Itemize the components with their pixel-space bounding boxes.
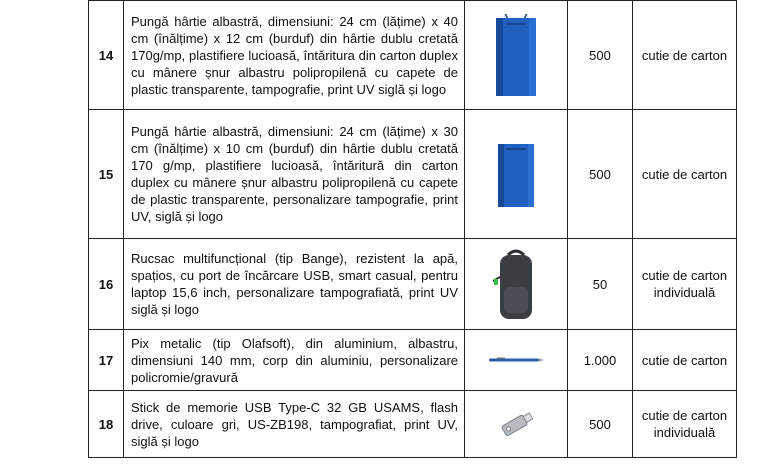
product-description: Pungă hârtie albastră, dimensiuni: 24 cm (lățime) x 30 cm (înălțime) x 10 cm (burduf) din hârtie dublu cretată 170 g/mp, plastifiere lucioasă, întăritură din carton duplex cu mânere șnur albastru polipropilenă cu capete de plastic transparente, personalizare tampografie, print UV, siglă și logo bbox=[124, 110, 465, 239]
row-number: 15 bbox=[89, 110, 124, 239]
product-description: Stick de memorie USB Type-C 32 GB USAMS, flash drive, culoare gri, US-ZB198, tampografiat, print UV, siglă și logo bbox=[124, 391, 465, 458]
table-row bbox=[89, 391, 737, 458]
quantity-cell: 50 bbox=[568, 239, 633, 330]
table-row bbox=[89, 110, 737, 239]
row-number: 18 bbox=[89, 391, 124, 458]
pen-icon bbox=[487, 356, 545, 364]
row-number: 14 bbox=[89, 1, 124, 110]
packaging-cell: cutie de carton individuală bbox=[633, 391, 737, 458]
packaging-cell: cutie de carton bbox=[633, 110, 737, 239]
row-number: 16 bbox=[89, 239, 124, 330]
product-image bbox=[465, 110, 568, 239]
row-number: 17 bbox=[89, 330, 124, 391]
usb-flash-drive-icon bbox=[496, 404, 536, 444]
quantity-cell: 500 bbox=[568, 110, 633, 239]
packaging-cell: cutie de carton bbox=[633, 1, 737, 110]
quantity-cell: 500 bbox=[568, 391, 633, 458]
table-row bbox=[89, 1, 737, 110]
product-description: Rucsac multifuncțional (tip Bange), rezistent la apă, spațios, cu port de încărcare USB, smart casual, pentru laptop 15,6 inch, personalizare tampografiată, print UV siglă și logo bbox=[124, 239, 465, 330]
product-image bbox=[465, 1, 568, 110]
table-row bbox=[89, 330, 737, 391]
product-image bbox=[465, 239, 568, 330]
quantity-cell: 500 bbox=[568, 1, 633, 110]
quantity-cell: 1.000 bbox=[568, 330, 633, 391]
blue-paper-bag-icon bbox=[496, 141, 536, 207]
packaging-cell: cutie de carton bbox=[633, 330, 737, 391]
table-row bbox=[89, 239, 737, 330]
product-image bbox=[465, 391, 568, 458]
packaging-cell: cutie de carton individuală bbox=[633, 239, 737, 330]
blue-paper-bag-icon bbox=[494, 14, 538, 96]
product-description: Pix metalic (tip Olafsoft), din aluminium, albastru, dimensiuni 140 mm, corp din aluminiu, personalizare policromie/gravură bbox=[124, 330, 465, 391]
products-table bbox=[88, 0, 737, 458]
product-description: Pungă hârtie albastră, dimensiuni: 24 cm (lățime) x 40 cm (înălțime) x 12 cm (burduf) din hârtie dublu cretată 170g/mp, plastifiere lucioasă, întăritura din carton duplex cu mânere șnur albastru polipropilenă cu capete de plastic transparente, tampografie, print UV siglă și logo bbox=[124, 1, 465, 110]
backpack-icon bbox=[491, 247, 541, 321]
product-image bbox=[465, 330, 568, 391]
